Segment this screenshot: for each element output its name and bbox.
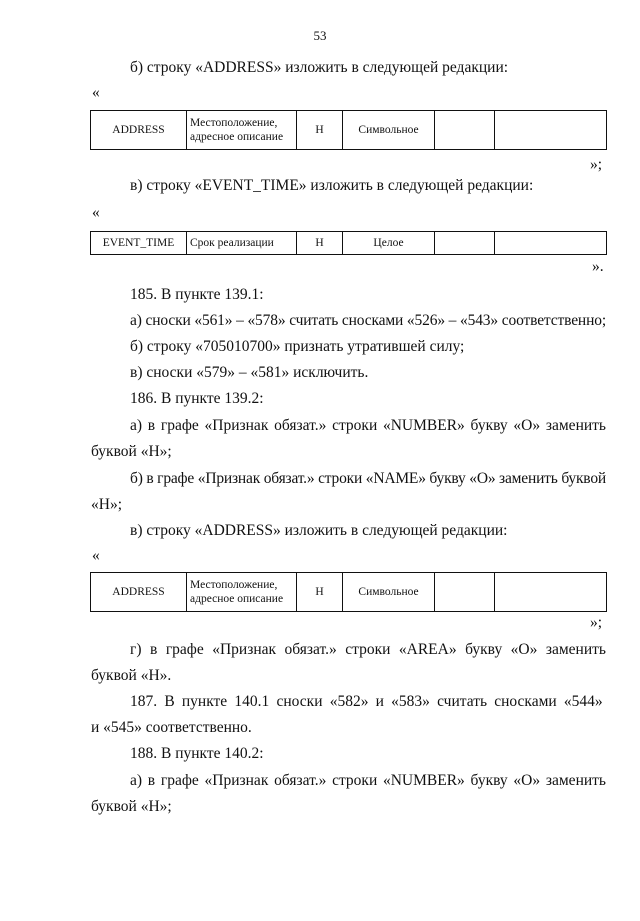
open-quote: « xyxy=(92,547,100,564)
paragraph-187-cont: и «545» соответственно. xyxy=(91,719,252,736)
address-table-1 xyxy=(90,110,607,150)
cell-data-type: Символьное xyxy=(343,573,435,612)
paragraph-185: 185. В пункте 139.1: xyxy=(130,286,264,303)
cell-empty xyxy=(435,573,495,612)
cell-empty xyxy=(435,232,495,255)
paragraph-b-address: б) строку «ADDRESS» изложить в следующей редакции: xyxy=(130,59,509,76)
paragraph-186: 186. В пункте 139.2: xyxy=(130,390,264,407)
close-quote: »; xyxy=(590,156,603,173)
paragraph-186-a: а) в графе «Признак обязат.» строки «NUMBER» букву «О» заменить xyxy=(130,417,606,434)
cell-description: Местоположение, адресное описание xyxy=(187,111,297,150)
paragraph-185-a: а) сноски «561» – «578» считать сносками «526» – «543» соответственно; xyxy=(130,312,606,329)
paragraph-187: 187. В пункте 140.1 сноски «582» и «583» считать сносками «544» xyxy=(130,693,603,710)
cell-description: Срок реализации xyxy=(187,232,297,255)
cell-data-type: Символьное xyxy=(343,111,435,150)
paragraph-186-g-cont: буквой «Н». xyxy=(91,667,172,684)
cell-empty xyxy=(495,111,607,150)
address-table-2 xyxy=(90,572,607,612)
cell-empty xyxy=(435,111,495,150)
cell-field-name: EVENT_TIME xyxy=(91,232,187,255)
cell-required-flag: Н xyxy=(297,573,343,612)
cell-description: Местоположение, адресное описание xyxy=(187,573,297,612)
close-quote: »; xyxy=(590,614,603,631)
open-quote: « xyxy=(92,204,100,221)
cell-required-flag: Н xyxy=(297,232,343,255)
cell-field-name: ADDRESS xyxy=(91,111,187,150)
paragraph-188-a: а) в графе «Признак обязат.» строки «NUMBER» букву «О» заменить xyxy=(130,772,606,789)
paragraph-185-v: в) сноски «579» – «581» исключить. xyxy=(130,364,369,381)
paragraph-188-a-cont: буквой «Н»; xyxy=(91,798,172,815)
paragraph-v-event-time: в) строку «EVENT_TIME» изложить в следующей редакции: xyxy=(130,177,534,194)
paragraph-186-b-cont: «Н»; xyxy=(91,496,122,513)
paragraph-186-a-cont: буквой «Н»; xyxy=(91,443,172,460)
paragraph-186-g: г) в графе «Признак обязат.» строки «AREA» букву «О» заменить xyxy=(130,641,606,658)
paragraph-186-b: б) в графе «Признак обязат.» строки «NAME» букву «О» заменить буквой xyxy=(130,470,606,487)
close-quote: ». xyxy=(592,258,604,275)
paragraph-185-b: б) строку «705010700» признать утратившей силу; xyxy=(130,338,465,355)
cell-required-flag: Н xyxy=(297,111,343,150)
paragraph-188: 188. В пункте 140.2: xyxy=(130,745,264,762)
event-time-table xyxy=(90,231,607,255)
cell-empty xyxy=(495,573,607,612)
cell-data-type: Целое xyxy=(343,232,435,255)
cell-empty xyxy=(495,232,607,255)
open-quote: « xyxy=(92,84,100,101)
paragraph-186-v: в) строку «ADDRESS» изложить в следующей редакции: xyxy=(130,522,508,539)
page-number: 53 xyxy=(313,28,327,43)
cell-field-name: ADDRESS xyxy=(91,573,187,612)
